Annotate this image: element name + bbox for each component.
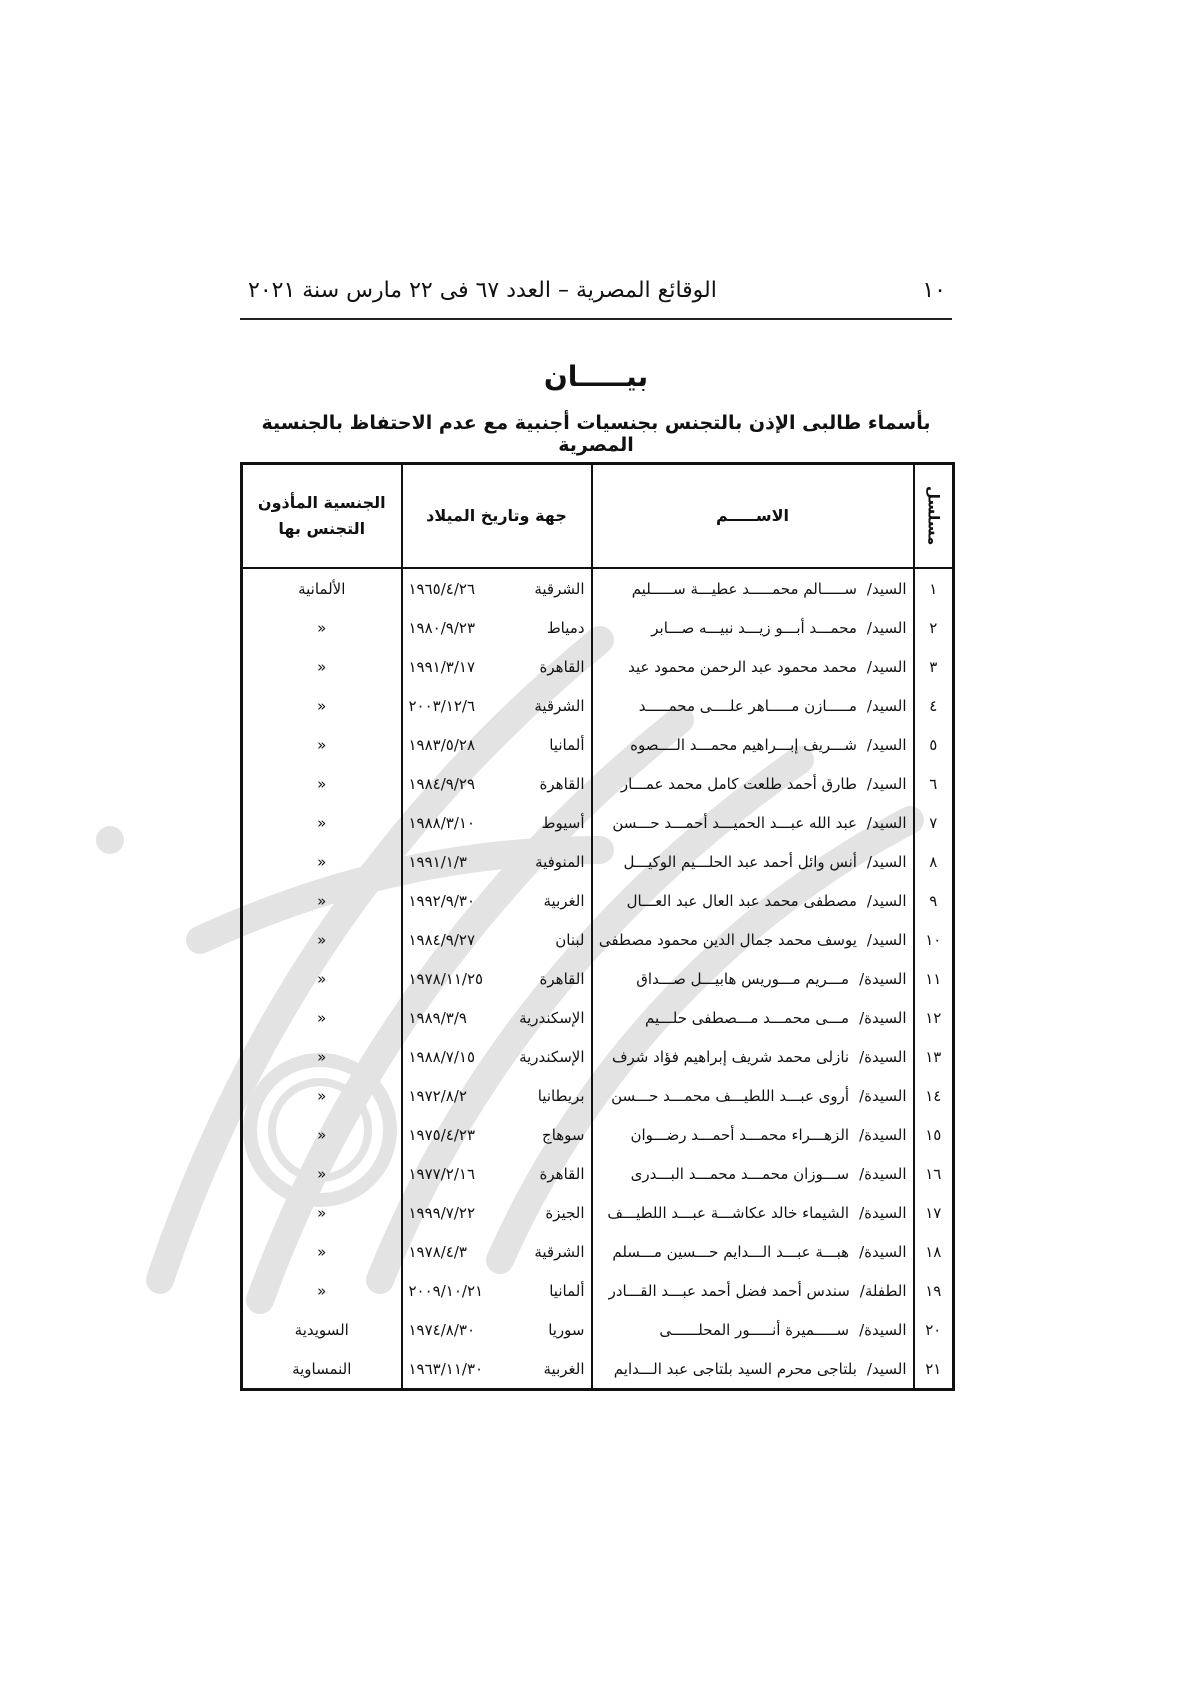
document-heading: بيـــــان — [543, 360, 649, 393]
row-serial: ٣ — [914, 647, 954, 686]
row-honorific: السيد/ — [866, 774, 907, 793]
row-nationality: « — [317, 1125, 327, 1144]
row-full-name: هبـــة عبـــد الـــدايم حـــسين مـــسلم — [612, 1242, 850, 1261]
row-birth-date: ١٩٨٤/٩/٢٧ — [408, 930, 476, 949]
table-row — [242, 998, 954, 1037]
row-honorific: السيدة/ — [859, 1086, 907, 1105]
column-header-nationality-line2: التجنس بها — [278, 519, 366, 538]
row-nationality: النمساوية — [292, 1359, 352, 1378]
row-serial: ١٤ — [914, 1076, 954, 1115]
row-honorific: الطفلة/ — [859, 1281, 907, 1300]
row-nationality: « — [317, 1281, 327, 1300]
row-serial: ٧ — [914, 803, 954, 842]
row-serial: ١٦ — [914, 1154, 954, 1193]
row-birth-cell — [402, 842, 592, 881]
table-row — [242, 1349, 954, 1390]
row-honorific: السيد/ — [866, 813, 907, 832]
row-full-name: محمد محمود عبد الرحمن محمود عيد — [628, 657, 857, 676]
row-name-cell — [592, 842, 914, 881]
row-full-name: محمـــد أبـــو زيـــد نبيـــه صـــابر — [651, 618, 857, 637]
row-nationality: « — [317, 1047, 327, 1066]
table-row — [242, 647, 954, 686]
row-birth-place: المنوفية — [535, 852, 585, 871]
row-full-name: بلتاجى محرم السيد بلتاجى عبد الـــدايم — [613, 1359, 857, 1378]
table-row — [242, 959, 954, 998]
table-row — [242, 920, 954, 959]
row-nationality: « — [317, 930, 327, 949]
row-birth-date: ١٩٩١/٣/١٧ — [408, 657, 476, 676]
row-birth-cell — [402, 1037, 592, 1076]
row-honorific: السيدة/ — [859, 1008, 907, 1027]
row-serial: ١٩ — [914, 1271, 954, 1310]
row-serial: ٤ — [914, 686, 954, 725]
table-row — [242, 1310, 954, 1349]
row-honorific: السيد/ — [866, 930, 907, 949]
row-birth-date: ١٩٨٨/٣/١٠ — [408, 813, 476, 832]
row-name-cell — [592, 881, 914, 920]
row-honorific: السيدة/ — [859, 1047, 907, 1066]
row-serial: ١٧ — [914, 1193, 954, 1232]
row-birth-cell — [402, 1271, 592, 1310]
row-serial: ١٨ — [914, 1232, 954, 1271]
row-full-name: طارق أحمد طلعت كامل محمد عمـــار — [620, 774, 857, 793]
row-birth-cell — [402, 1076, 592, 1115]
row-serial: ١١ — [914, 959, 954, 998]
row-nationality: « — [317, 735, 327, 754]
row-honorific: السيد/ — [866, 852, 907, 871]
table-row — [242, 1154, 954, 1193]
row-birth-date: ١٩٦٣/١١/٣٠ — [408, 1359, 484, 1378]
row-name-cell — [592, 764, 914, 803]
row-name-cell — [592, 608, 914, 647]
row-name-cell — [592, 1310, 914, 1349]
row-nationality: « — [317, 852, 327, 871]
row-birth-cell — [402, 1232, 592, 1271]
row-serial: ٢١ — [914, 1349, 954, 1390]
row-name-cell — [592, 568, 914, 608]
row-birth-place: الغربية — [543, 1359, 585, 1378]
row-nationality: « — [317, 618, 327, 637]
row-serial: ١ — [914, 568, 954, 608]
row-birth-cell — [402, 1154, 592, 1193]
row-birth-cell — [402, 1193, 592, 1232]
row-birth-place: الغربية — [543, 891, 585, 910]
row-birth-place: القاهرة — [539, 1164, 585, 1183]
row-honorific: السيد/ — [866, 735, 907, 754]
table-row — [242, 1232, 954, 1271]
row-birth-date: ١٩٩٢/٩/٣٠ — [408, 891, 476, 910]
row-serial: ٦ — [914, 764, 954, 803]
row-honorific: السيد/ — [866, 1359, 907, 1378]
row-serial: ١٥ — [914, 1115, 954, 1154]
row-birth-cell — [402, 725, 592, 764]
row-honorific: السيدة/ — [859, 1242, 907, 1261]
row-full-name: الشيماء خالد عكاشـــة عبـــد اللطيـــف — [607, 1203, 850, 1222]
row-full-name: مـــى محمـــد مـــصطفى حلـــيم — [645, 1008, 850, 1027]
row-full-name: أروى عبـــد اللطيـــف محمـــد حـــسن — [611, 1086, 850, 1105]
table-row — [242, 725, 954, 764]
row-birth-place: دمياط — [546, 618, 585, 637]
row-serial: ١٣ — [914, 1037, 954, 1076]
row-name-cell — [592, 1271, 914, 1310]
row-birth-date: ١٩٧٨/١١/٢٥ — [408, 969, 484, 988]
row-honorific: السيدة/ — [859, 1125, 907, 1144]
row-nationality: « — [317, 696, 327, 715]
table-row — [242, 842, 954, 881]
row-nationality: « — [317, 969, 327, 988]
gazette-title: الوقائع المصرية – العدد ٦٧ فى ٢٢ مارس سنة ٢٠٢١ — [248, 277, 717, 303]
column-header-serial: مسلسل — [914, 464, 954, 569]
row-honorific: السيد/ — [866, 657, 907, 676]
row-birth-place: القاهرة — [539, 774, 585, 793]
row-name-cell — [592, 1115, 914, 1154]
row-serial: ١٢ — [914, 998, 954, 1037]
row-birth-cell — [402, 920, 592, 959]
row-full-name: نازلى محمد شريف إبراهيم فؤاد شرف — [611, 1047, 850, 1066]
row-full-name: ســـوزان محمـــد محمـــد البـــدرى — [630, 1164, 850, 1183]
row-full-name: الزهـــراء محمـــد أحمـــد رضـــوان — [630, 1125, 850, 1144]
row-birth-date: ١٩٧٧/٢/١٦ — [408, 1164, 476, 1183]
row-full-name: ســـــميرة أنـــــور المحلــــــى — [659, 1320, 850, 1339]
row-birth-cell — [402, 764, 592, 803]
table-row — [242, 686, 954, 725]
row-serial: ٢ — [914, 608, 954, 647]
column-header-nationality — [242, 464, 402, 569]
header-divider — [240, 318, 952, 320]
row-serial: ١٠ — [914, 920, 954, 959]
row-name-cell — [592, 1076, 914, 1115]
row-serial: ٩ — [914, 881, 954, 920]
row-nationality: « — [317, 657, 327, 676]
row-birth-place: بريطانيا — [537, 1086, 585, 1105]
document-subtitle: بأسماء طالبى الإذن بالتجنس بجنسيات أجنبية مع عدم الاحتفاظ بالجنسية المصرية — [261, 412, 931, 456]
row-nationality: « — [317, 1086, 327, 1105]
row-name-cell — [592, 959, 914, 998]
row-birth-cell — [402, 1349, 592, 1390]
row-name-cell — [592, 1193, 914, 1232]
row-honorific: السيدة/ — [859, 1320, 907, 1339]
column-header-birth: جهة وتاريخ الميلاد — [402, 464, 592, 569]
page-header — [240, 268, 950, 312]
row-birth-date: ٢٠٠٩/١٠/٢١ — [408, 1281, 484, 1300]
row-birth-date: ٢٠٠٣/١٢/٦ — [408, 696, 476, 715]
table-row — [242, 764, 954, 803]
row-honorific: السيدة/ — [859, 1164, 907, 1183]
row-birth-cell — [402, 608, 592, 647]
row-birth-date: ١٩٨٨/٧/١٥ — [408, 1047, 476, 1066]
row-serial: ٥ — [914, 725, 954, 764]
row-full-name: يوسف محمد جمال الدين محمود مصطفى — [598, 930, 857, 949]
row-birth-cell — [402, 881, 592, 920]
row-nationality: « — [317, 1242, 327, 1261]
row-birth-place: لبنان — [555, 930, 585, 949]
row-birth-date: ١٩٩١/١/٣ — [408, 852, 467, 871]
row-birth-place: القاهرة — [539, 969, 585, 988]
row-nationality: « — [317, 1203, 327, 1222]
row-full-name: شـــريف إبـــراهيم محمـــد الــــصوه — [630, 735, 857, 754]
row-nationality: « — [317, 813, 327, 832]
row-birth-date: ١٩٧٥/٤/٢٣ — [408, 1125, 476, 1144]
row-name-cell — [592, 647, 914, 686]
row-honorific: السيد/ — [866, 618, 907, 637]
row-birth-place: أسيوط — [541, 813, 585, 832]
row-birth-cell — [402, 686, 592, 725]
row-full-name: عبد الله عبـــد الحميـــد أحمـــد حـــسن — [612, 813, 857, 832]
row-birth-cell — [402, 1310, 592, 1349]
table-row — [242, 1115, 954, 1154]
row-birth-place: القاهرة — [539, 657, 585, 676]
row-birth-cell — [402, 959, 592, 998]
row-honorific: السيد/ — [866, 891, 907, 910]
row-name-cell — [592, 1154, 914, 1193]
row-birth-place: الجيزة — [545, 1203, 585, 1222]
row-name-cell — [592, 920, 914, 959]
row-nationality: « — [317, 774, 327, 793]
row-birth-cell — [402, 647, 592, 686]
row-name-cell — [592, 1037, 914, 1076]
page-number: ١٠ — [922, 277, 946, 303]
row-birth-cell — [402, 568, 592, 608]
table-row — [242, 881, 954, 920]
row-honorific: السيد/ — [866, 579, 907, 598]
row-nationality: « — [317, 891, 327, 910]
row-birth-date: ١٩٨٠/٩/٢٣ — [408, 618, 476, 637]
row-birth-place: الإسكندرية — [519, 1047, 585, 1066]
row-birth-cell — [402, 998, 592, 1037]
row-birth-place: ألمانيا — [549, 1281, 585, 1300]
row-birth-date: ١٩٧٤/٨/٣٠ — [408, 1320, 476, 1339]
row-full-name: مـــريم مـــوريس هابيـــل صـــداق — [636, 969, 850, 988]
row-birth-place: الشرقية — [534, 1242, 585, 1261]
row-serial: ٨ — [914, 842, 954, 881]
row-nationality: السويدية — [294, 1320, 349, 1339]
row-name-cell — [592, 686, 914, 725]
row-honorific: السيدة/ — [859, 969, 907, 988]
row-nationality: الألمانية — [298, 579, 346, 598]
column-header-name: الاســـــم — [592, 464, 914, 569]
row-birth-cell — [402, 1115, 592, 1154]
column-header-nationality-line1: الجنسية المأذون — [257, 493, 386, 512]
row-name-cell — [592, 998, 914, 1037]
row-birth-date: ١٩٧٨/٤/٣ — [408, 1242, 467, 1261]
row-full-name: مصطفى محمد عبد العال عبد العـــال — [626, 891, 857, 910]
row-nationality: « — [317, 1164, 327, 1183]
row-birth-place: سوريا — [548, 1320, 585, 1339]
row-full-name: سندس أحمد فضل أحمد عبـــد القـــادر — [608, 1281, 850, 1300]
table-row — [242, 568, 954, 608]
row-name-cell — [592, 803, 914, 842]
table-header-row — [242, 464, 954, 569]
row-birth-place: سوهاج — [542, 1125, 585, 1144]
row-birth-place: ألمانيا — [549, 735, 585, 754]
table-row — [242, 1271, 954, 1310]
table-row — [242, 1037, 954, 1076]
row-nationality: « — [317, 1008, 327, 1027]
row-full-name: مـــــازن مـــــاهر علــــى محمـــــد — [638, 696, 857, 715]
row-name-cell — [592, 725, 914, 764]
row-birth-place: الشرقية — [534, 579, 585, 598]
naturalization-table — [240, 462, 955, 1391]
row-birth-place: الإسكندرية — [519, 1008, 585, 1027]
row-full-name: ســـــالم محمـــــد عطيـــة ســـــليم — [631, 579, 857, 598]
row-birth-date: ١٩٨٣/٥/٢٨ — [408, 735, 476, 754]
row-honorific: السيد/ — [866, 696, 907, 715]
row-birth-cell — [402, 803, 592, 842]
row-birth-date: ١٩٦٥/٤/٢٦ — [408, 579, 476, 598]
table-row — [242, 608, 954, 647]
table-row — [242, 1076, 954, 1115]
row-birth-date: ١٩٨٤/٩/٢٩ — [408, 774, 476, 793]
row-birth-date: ١٩٧٢/٨/٢ — [408, 1086, 467, 1105]
row-birth-place: الشرقية — [534, 696, 585, 715]
table-row — [242, 803, 954, 842]
row-name-cell — [592, 1349, 914, 1390]
row-birth-date: ١٩٩٩/٧/٢٢ — [408, 1203, 476, 1222]
row-honorific: السيدة/ — [859, 1203, 907, 1222]
row-birth-date: ١٩٨٩/٣/٩ — [408, 1008, 467, 1027]
table-row — [242, 1193, 954, 1232]
row-full-name: أنس وائل أحمد عبد الحلـــيم الوكيـــل — [623, 852, 857, 871]
row-name-cell — [592, 1232, 914, 1271]
row-serial: ٢٠ — [914, 1310, 954, 1349]
